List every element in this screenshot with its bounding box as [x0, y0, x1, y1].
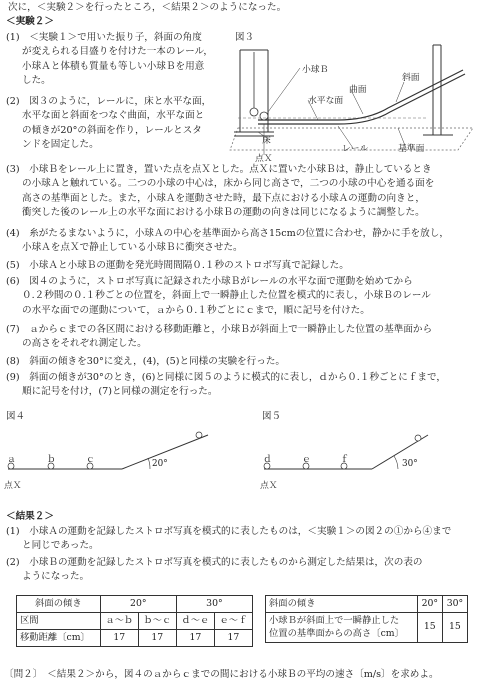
fig4-point-b: ｂ: [47, 455, 56, 465]
table1-distance: 17: [176, 629, 214, 646]
table1-row2-label: 移動距離〔cm〕: [17, 629, 101, 646]
fig3-ball-b-label: 小球Ｂ: [302, 65, 329, 75]
fig4-label: 図４: [6, 411, 26, 422]
table1-interval: ｅ～ｆ: [214, 612, 252, 629]
table1-interval: ｂ～ｃ: [138, 612, 176, 629]
fig4-point-a: ａ: [7, 455, 16, 465]
exp2-item-7: (7) ａからｃまでの各区間における移動距離と，小球Ｂが斜面上で一瞬静止した位置の基準面から の高さをそれぞれ測定した。: [6, 324, 433, 350]
table1-angle-30: 30°: [176, 596, 252, 613]
fig5-angle: 30°: [402, 459, 418, 469]
pendulum: [250, 52, 258, 116]
table1-interval: ｄ～ｅ: [176, 612, 214, 629]
fig3-base-plane-label: 基準面: [398, 144, 425, 154]
exp2-header: ＜実験２＞: [6, 16, 54, 27]
intro-text: 次に，＜実験２＞を行ったところ，＜結果２＞のようになった。: [8, 2, 287, 13]
fig3-floor-label: 床: [262, 136, 271, 146]
table1-distance: 17: [100, 629, 138, 646]
exp2-item-4: (4) 糸がたるまないように，小球Ａの中心を基準面から高さ15cmの位置に合わせ，静かに手を放し， 小球Ａを点Ｘで静止している小球Ｂに衝突させた。: [6, 228, 449, 254]
fig4-point-c: ｃ: [86, 455, 95, 465]
fig3-slope-label: 斜面: [402, 73, 420, 83]
exp2-item-2: (2) 図３のように，レールに，床と水平な面， 水平な面と斜面をつなぐ曲面，水平な面と の傾きが20°の斜面を作り，レールとスタ ンドを固定した。: [6, 96, 212, 151]
table1-row1-label: 区間: [17, 612, 101, 629]
exp2-item-5: (5) 小球Ａと小球Ｂの運動を発光時間間隔０.１秒のストロボ写真で記録した。: [6, 260, 349, 271]
question-text: 〔問２〕 ＜結果２＞から，図４のａからｃまでの間における小球Ｂの平均の速さ〔m/s〕を求めよ。: [4, 669, 439, 680]
fig4-angle: 20°: [152, 459, 168, 469]
fig5-ball-top: [415, 435, 421, 441]
result2-header: ＜結果２＞: [6, 511, 54, 522]
table2-height: 15: [417, 612, 442, 642]
table2-head-label: 斜面の傾き: [266, 596, 418, 613]
exp2-item-1: (1) ＜実験１＞で用いた振り子，斜面の角度 が変えられる目盛りを付けた一本のレール， 小球Ａと体積も質量も等しい小球Ｂを用意 した。: [6, 32, 213, 87]
distance-table: [16, 595, 253, 647]
fig5-point-e: ｅ: [302, 455, 311, 465]
fig3-horizontal-label: 水平な面: [308, 96, 344, 106]
fig3-label: 図３: [235, 32, 255, 43]
fig3-point-x-label: 点Ｘ: [255, 154, 273, 164]
exp2-item-3: (3) 小球Ｂをレール上に置き，置いた点を点Ｘとした。点Ｘに置いた小球Ｂは，静止しているとき の小球Ａと触れている。二つの小球の中心は，床から同じ高さで，二つの小球の中心を通る面を 高さの基準面とした。また，小球Ａを運動させた時，最下点における小球Ａの運動の向きと， 衝突した後のレール上の水平な面における小球Ｂの運動の向きは同じになるように調整した。: [6, 164, 435, 219]
fig4-diagram: [4, 425, 219, 480]
table2-row-label: 小球Ｂが斜面上で一瞬静止した 位置の基準面からの高さ〔cm〕: [266, 612, 418, 642]
fig3-curve-label: 曲面: [349, 85, 367, 95]
table2-height: 15: [442, 612, 467, 642]
fig5-point-f: ｆ: [340, 455, 349, 465]
result2-item-1: (1) 小球Ａの運動を記録したストロボ写真を模式的に表したものは，＜実験１＞の図２の①から④まで と同じであった。: [6, 526, 452, 552]
height-table: [265, 595, 468, 643]
fig5-label: 図５: [262, 411, 282, 422]
table2-angle-20: 20°: [417, 596, 442, 613]
fig5-point-d: ｄ: [263, 455, 272, 465]
fig3-rail-label: レール: [342, 144, 369, 154]
table1-head-label: 斜面の傾き: [17, 596, 101, 613]
exp2-item-6: (6) 図４のように，ストロボ写真に記録された小球Ｂがレールの水平な面で運動を始めてから ０.２秒間の０.１秒ごとの位置を，斜面上で一瞬静止した位置を模式的に表し，小球Ｂのレール の水平な面での運動について，ａから０.１秒ごとにｃまで，順に記号を付けた。: [6, 276, 431, 316]
table2-angle-30: 30°: [442, 596, 467, 613]
table1-distance: 17: [214, 629, 252, 646]
fig5-point-x: 点Ｘ: [260, 481, 278, 491]
fig4-point-x: 点Ｘ: [4, 481, 22, 491]
exp2-item-8: (8) 斜面の傾きを30°に変え，(4)，(5)と同様の実験を行った。: [6, 356, 286, 367]
table1-distance: 17: [138, 629, 176, 646]
fig4-ball-top: [196, 432, 202, 438]
table1-interval: ａ～ｂ: [100, 612, 138, 629]
table1-angle-20: 20°: [100, 596, 176, 613]
exp2-item-9: (9) 斜面の傾きが30°のとき，(6)と同様に図５のように模式的に表し，ｄから０.１秒ごとにｆまで， 順に記号を付け，(7)と同様の測定を行った。: [6, 372, 447, 398]
right-stand: [423, 45, 453, 135]
fig5-diagram: [260, 425, 475, 480]
ball-b-icon: [260, 112, 268, 120]
result2-item-2: (2) 小球Ｂの運動を記録したストロボ写真を模式的に表したものから測定した結果は，次の表の ようになった。: [6, 557, 423, 583]
